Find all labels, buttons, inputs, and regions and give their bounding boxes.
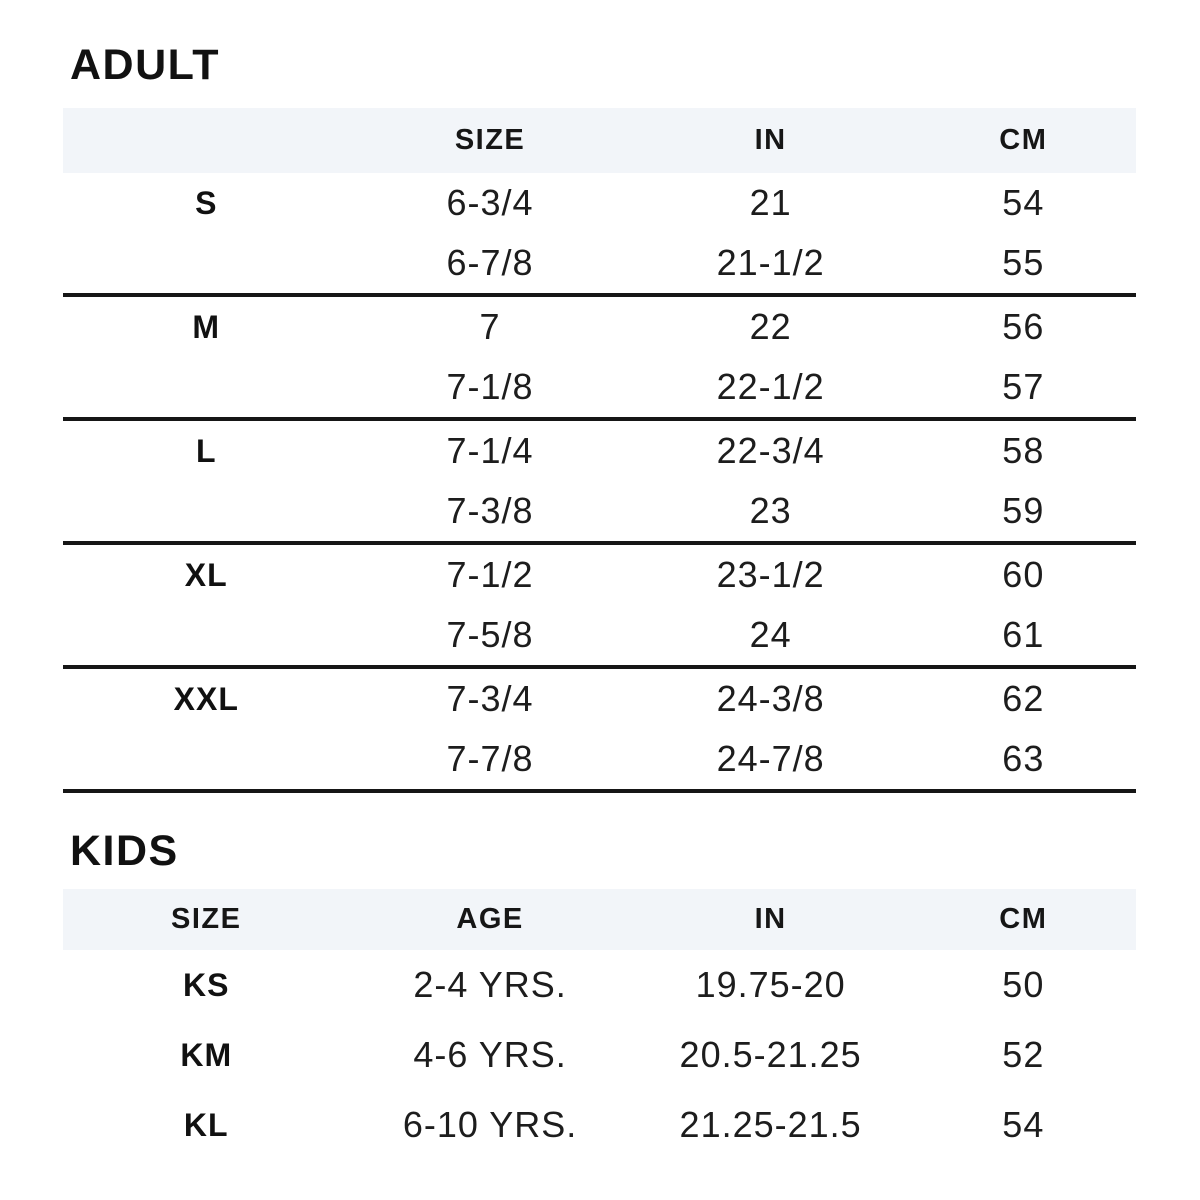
adult-size-label: S <box>195 184 218 221</box>
adult-cell-in: 22-3/4 <box>716 430 825 471</box>
table-row <box>63 233 1136 295</box>
adult-size-label-empty <box>63 729 349 791</box>
adult-cell-in: 22 <box>749 306 792 347</box>
adult-cell-size: 7 <box>479 306 501 347</box>
adult-cell-cm: 62 <box>1002 678 1045 719</box>
adult-cell-size: 6-7/8 <box>349 233 630 295</box>
adult-cell-in: 24-7/8 <box>631 729 911 791</box>
adult-cell-in: 24 <box>631 605 911 667</box>
kids-section-title: KIDS <box>70 827 179 875</box>
adult-size-label-empty <box>63 233 349 295</box>
adult-header-in: IN <box>631 108 911 173</box>
table-row <box>63 419 1136 481</box>
table-row <box>63 605 1136 667</box>
adult-cell-size: 7-3/4 <box>446 678 534 719</box>
kids-cell-age: 2-4 YRS. <box>413 964 567 1005</box>
kids-header-size: SIZE <box>63 889 349 950</box>
adult-cell-in: 21-1/2 <box>631 233 911 295</box>
adult-size-label-empty <box>63 481 349 543</box>
adult-header-size: SIZE <box>349 108 630 173</box>
adult-section-title: ADULT <box>70 41 221 89</box>
kids-size-table <box>63 889 1136 1160</box>
adult-cell-size: 7-3/8 <box>349 481 630 543</box>
kids-cell-in: 21.25-21.5 <box>679 1104 862 1145</box>
adult-cell-size: 6-3/4 <box>446 182 534 223</box>
kids-header-cm: CM <box>911 889 1136 950</box>
adult-header-empty <box>63 108 349 173</box>
kids-cell-cm: 52 <box>1002 1034 1045 1075</box>
kids-cell-age: 4-6 YRS. <box>413 1034 567 1075</box>
kids-header-in: IN <box>631 889 911 950</box>
table-row <box>63 543 1136 605</box>
adult-size-table <box>63 108 1136 793</box>
kids-cell-age: 6-10 YRS. <box>402 1104 578 1145</box>
adult-cell-cm: 57 <box>911 357 1136 419</box>
size-chart <box>63 0 1136 1160</box>
adult-cell-in: 23-1/2 <box>716 554 825 595</box>
table-row <box>63 729 1136 791</box>
adult-header-row <box>63 108 1136 173</box>
adult-cell-in: 22-1/2 <box>631 357 911 419</box>
adult-cell-cm: 59 <box>911 481 1136 543</box>
adult-cell-cm: 56 <box>1002 306 1045 347</box>
adult-cell-in: 21 <box>749 182 792 223</box>
adult-cell-cm: 55 <box>911 233 1136 295</box>
adult-header-cm: CM <box>911 108 1136 173</box>
kids-cell-in: 20.5-21.25 <box>679 1034 862 1075</box>
adult-cell-cm: 60 <box>1002 554 1045 595</box>
adult-cell-size: 7-1/4 <box>446 430 534 471</box>
adult-cell-in: 23 <box>631 481 911 543</box>
table-row <box>63 295 1136 357</box>
kids-header-row <box>63 889 1136 950</box>
table-row <box>63 667 1136 729</box>
kids-size-label: KM <box>180 1036 233 1073</box>
table-row <box>63 1090 1136 1160</box>
kids-cell-cm: 54 <box>1002 1104 1045 1145</box>
adult-size-label: M <box>192 308 221 345</box>
kids-cell-in: 19.75-20 <box>695 964 846 1005</box>
adult-size-label-empty <box>63 605 349 667</box>
kids-header-age: AGE <box>349 889 630 950</box>
table-row <box>63 950 1136 1020</box>
table-row <box>63 173 1136 233</box>
table-row <box>63 357 1136 419</box>
adult-cell-in: 24-3/8 <box>716 678 825 719</box>
table-row <box>63 481 1136 543</box>
adult-size-label: L <box>195 432 217 469</box>
adult-cell-cm: 54 <box>1002 182 1045 223</box>
kids-cell-cm: 50 <box>1002 964 1045 1005</box>
adult-cell-cm: 61 <box>911 605 1136 667</box>
adult-cell-size: 7-5/8 <box>349 605 630 667</box>
adult-size-label-empty <box>63 357 349 419</box>
adult-cell-cm: 63 <box>911 729 1136 791</box>
table-row <box>63 1020 1136 1090</box>
adult-size-label: XXL <box>173 680 239 717</box>
adult-cell-cm: 58 <box>1002 430 1045 471</box>
adult-size-label: XL <box>184 556 228 593</box>
kids-size-label: KL <box>183 1106 229 1143</box>
adult-cell-size: 7-1/8 <box>349 357 630 419</box>
adult-cell-size: 7-1/2 <box>446 554 534 595</box>
adult-cell-size: 7-7/8 <box>349 729 630 791</box>
kids-size-label: KS <box>183 966 230 1003</box>
